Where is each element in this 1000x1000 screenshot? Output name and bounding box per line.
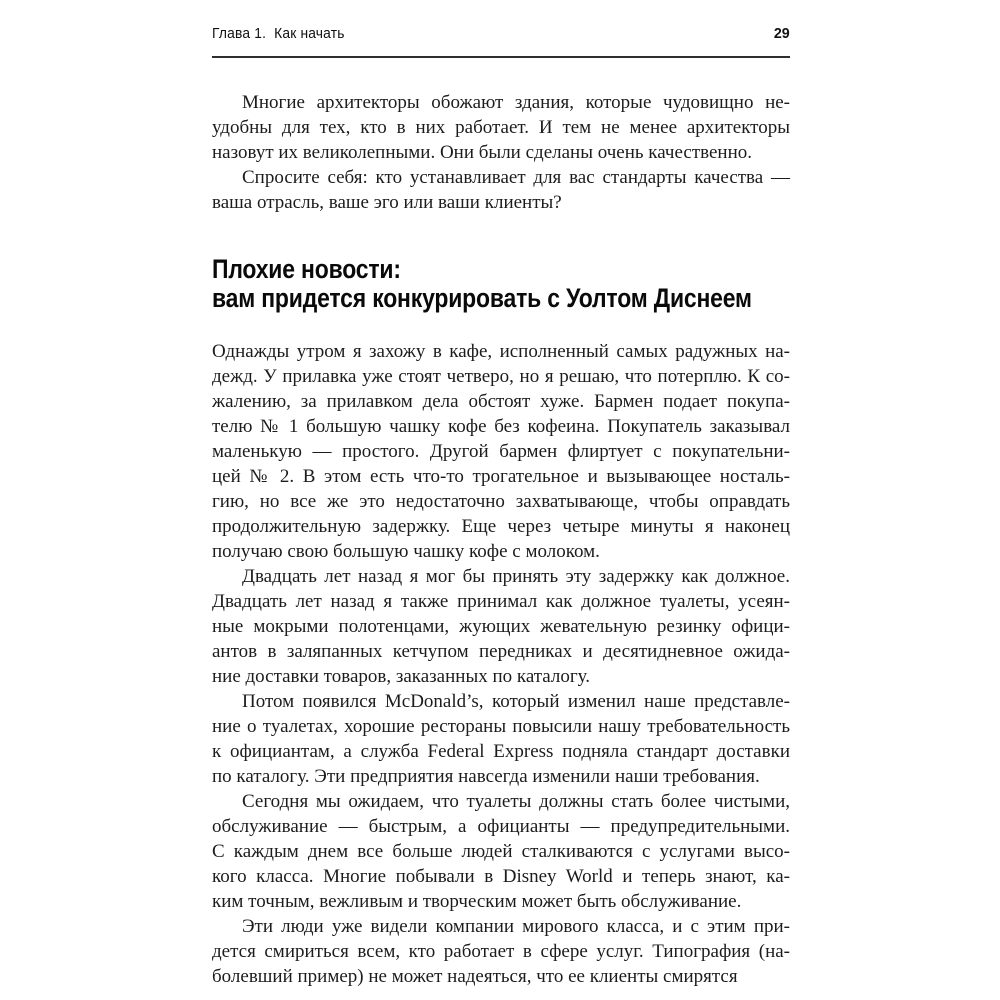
section-heading (212, 255, 792, 313)
header-rule (212, 56, 790, 58)
running-title: Глава 1. Как начать (212, 25, 345, 42)
paragraph-cafe: Однажды утром я захожу в кафе, исполненный самых радужных на- дежд. У прилавка уже стоят четверо, но я решаю, что потерплю. К со- жалению, за прилавком дела обстоят хуже. Бармен подает покупа- телю № 1 большую чашку кофе без кофеина. Покупатель заказывал маленькую — простого. Другой бармен флиртует с покупательни- цей № 2. В этом есть что-то трогательное и вызывающее носталь- гию, но все же это недостаточно захватывающе, чтобы оправдать продолжительную задержку. Еще через четыре минуты я наконец получаю свою большую чашку кофе с молоком. (212, 341, 790, 562)
paragraph-twenty-years: Двадцать лет назад я мог бы принять эту задержку как должное. Двадцать лет назад я также принимал как должное туалеты, усеян- ные мокрыми полотенцами, жующих жевательную резинку офици- антов в заляпанных кетчупом передниках и десятидневное ожида- ние доставки товаров, заказанных по каталогу. (212, 566, 790, 687)
paragraph-mcdonalds: Потом появился McDonald’s, который изменил наше представле- ние о туалетах, хорошие рестораны повысили нашу требовательность к официантам, а служба Federal Express подняла стандарт доставки по каталогу. Эти предприятия навсегда изменили наши требования. (212, 691, 790, 787)
paragraph-world-class: Эти люди уже видели компании мирового класса, и с этим при- дется смириться всем, кто работает в сфере услуг. Типография (на- болевший пример) не может надеяться, что ее клиенты смирятся (212, 916, 790, 987)
paragraph-question: Спросите себя: кто устанавливает для вас стандарты качества — ваша отрасль, ваше эго или ваши клиенты? (212, 167, 790, 213)
section-heading-line1: Плохие новости: (212, 254, 401, 284)
page-header (212, 25, 790, 43)
body-text (212, 90, 790, 989)
section-heading-line2: вам придется конкурировать с Уолтом Диснеем (212, 283, 752, 313)
paragraph-today: Сегодня мы ожидаем, что туалеты должны стать более чистыми, обслуживание — быстрым, а официанты — предупредительными. С каждым днем все больше людей сталкиваются с услугами высо- кого класса. Многие побывали в Disney World и теперь знают, ка- ким точным, вежливым и творческим может быть обслуживание. (212, 791, 790, 912)
page-number: 29 (774, 25, 790, 42)
paragraph-architects: Многие архитекторы обожают здания, которые чудовищно не- удобны для тех, кто в них работает. И тем не менее архитекторы назовут их великолепными. Они были сделаны очень качественно. (212, 92, 790, 163)
